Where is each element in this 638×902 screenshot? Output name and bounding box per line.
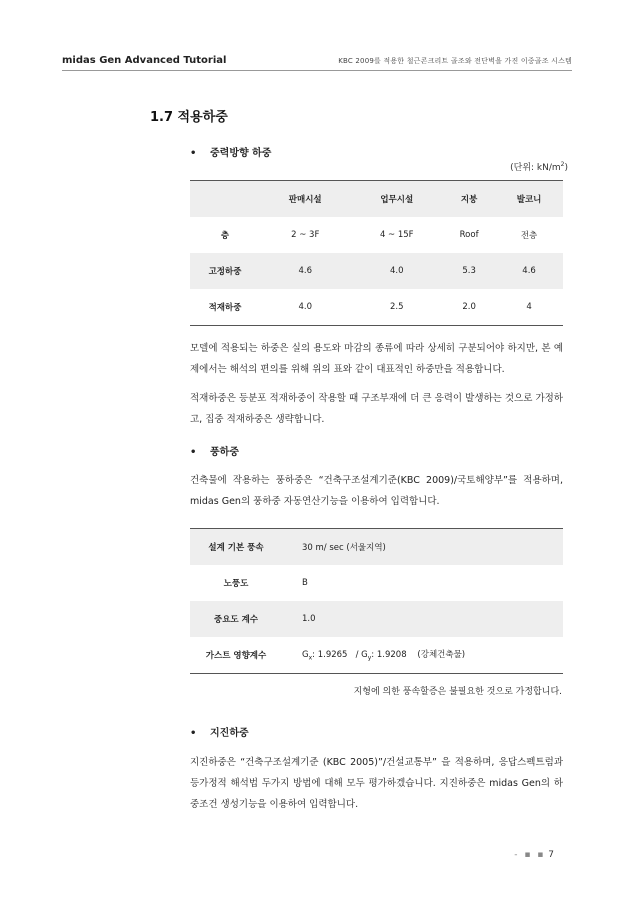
seismic-paragraph: 지진하중은 “건축구조설계기준 (KBC 2005)”/건설교통부” 을 적용하며, 응답스펙트럼과 등가정적 해석법 두가지 방법에 대해 모두 평가하겠습니다. 지진하중은 midas Gen의 하중조건 생성기능을 이용하여 입력합니다. [190, 757, 563, 810]
table-row [190, 289, 563, 326]
table-cell: 4 ~ 15F [379, 230, 414, 240]
table-row-header: 층 [220, 231, 230, 241]
gy-sub: y [367, 654, 372, 662]
bullet-icon: • [190, 148, 197, 159]
wind-load-table [190, 528, 563, 674]
unit-suffix: ) [564, 163, 568, 173]
table-cell: 2 ~ 3F [291, 230, 320, 240]
wind-heading-text: 풍하중 [210, 447, 239, 458]
unit-sup: 2 [560, 161, 565, 168]
seismic-heading-text: 지진하중 [210, 728, 249, 739]
table-row-header: 설계 기본 풍속 [190, 529, 282, 566]
bullet-icon: • [190, 447, 197, 458]
table-cell: 1.0 [282, 601, 563, 637]
footer-dots: - ▪ ▪ [514, 850, 546, 860]
table-header-cell: 발코니 [495, 181, 563, 218]
table-cell: 2.5 [389, 302, 404, 312]
table-header-cell: 지붕 [443, 181, 495, 218]
gust-factor-cell [282, 637, 563, 674]
table-row-header: 노풍도 [223, 579, 249, 589]
page-footer [514, 850, 554, 860]
table-cell: 4.6 [260, 253, 350, 289]
table-header-cell: 판매시설 [260, 181, 350, 218]
gy-label: / G [355, 650, 368, 661]
table-cell: 4.6 [495, 253, 563, 289]
table-cell: 전층 [520, 231, 538, 241]
table-cell: 30 m/ sec (서울지역) [282, 529, 563, 566]
seismic-heading [190, 724, 249, 739]
table-row-header: 고정하중 [190, 253, 260, 289]
wind-heading [190, 443, 239, 458]
table-row [190, 217, 563, 253]
gravity-load-table [190, 180, 563, 326]
table-row-header: 중요도 계수 [190, 601, 282, 637]
gravity-paragraph-2: 적재하중은 등분포 적재하중이 작용할 때 구조부재에 더 큰 응력이 발생하는 것으로 가정하고, 집중 적재하중은 생략합니다. [190, 393, 563, 425]
table-row-header: 적재하중 [208, 303, 242, 313]
gx-value: : 1.9265 [312, 650, 348, 661]
table-row [190, 601, 563, 637]
unit-label [510, 160, 568, 173]
gravity-heading [190, 144, 271, 159]
gust-note: (강체건축물) [417, 650, 466, 661]
gy-value: : 1.9208 [371, 650, 407, 661]
bullet-icon: • [190, 728, 197, 739]
gx-label: G [302, 650, 309, 661]
page-number: 7 [548, 850, 554, 860]
table-cell: B [302, 578, 308, 588]
gravity-heading-text: 중력방향 하중 [210, 148, 272, 159]
table-cell: 5.3 [443, 253, 495, 289]
table-cell: Roof [459, 230, 479, 240]
gravity-paragraph-1: 모델에 적용되는 하중은 실의 용도와 마감의 종류에 따라 상세히 구분되어야 하지만, 본 예제에서는 해석의 편의를 위해 위의 표와 같이 대표적인 하중만을 적용합니다. [190, 343, 563, 375]
wind-paragraph: 건축물에 작용하는 풍하중은 “건축구조설계기준(KBC 2009)/국토해양부”를 적용하며, midas Gen의 풍하중 자동연산기능을 이용하여 입력합니다. [190, 475, 563, 507]
section-title: 1.7 적용하중 [150, 110, 228, 125]
header-title: midas Gen Advanced Tutorial [62, 55, 227, 66]
table-row [190, 637, 563, 674]
table-header-cell [190, 181, 260, 218]
header-subtitle: KBC 2009를 적용한 철근콘크리트 골조와 전단벽을 가진 이중골조 시스템 [338, 57, 572, 65]
unit-prefix: (단위: kN/m [510, 163, 561, 173]
table-header-cell: 업무시설 [350, 181, 443, 218]
table-cell: 4.0 [298, 302, 312, 312]
table-row [190, 529, 563, 566]
header-divider [62, 70, 572, 71]
wind-note: 지형에 의한 풍속할증은 불필요한 것으로 가정합니다. [353, 687, 562, 697]
table-row-header: 가스트 영향계수 [205, 651, 267, 661]
table-cell: 2.0 [462, 302, 476, 312]
table-cell: 4.0 [350, 253, 443, 289]
table-header-row [190, 181, 563, 218]
table-row [190, 253, 563, 289]
table-cell: 4 [526, 302, 532, 312]
gx-sub: x [308, 654, 313, 662]
table-row [190, 565, 563, 601]
